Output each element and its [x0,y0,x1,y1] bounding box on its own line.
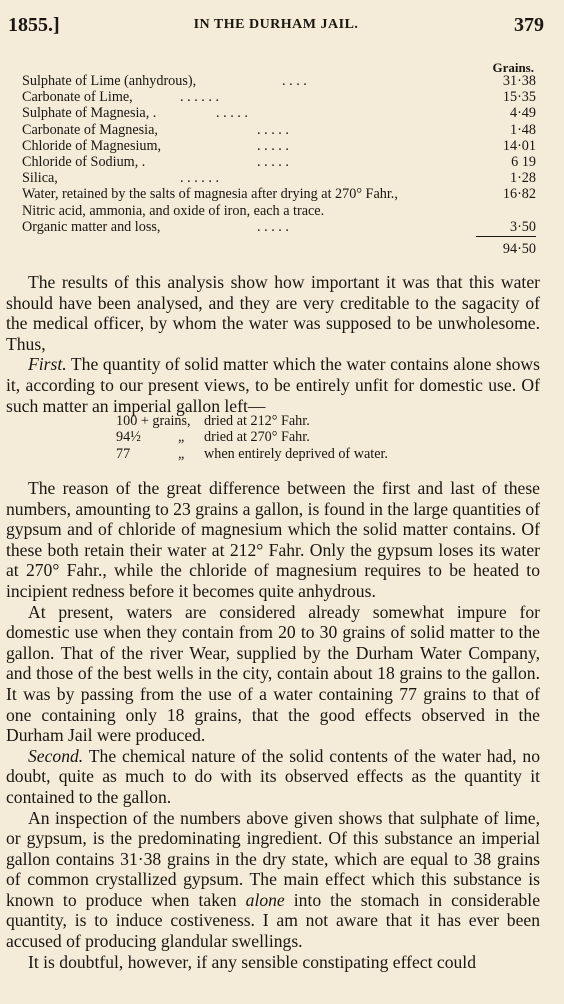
row-label: Silica, [22,170,58,187]
paragraph-text: The quantity of solid matter which the water contains alone shows it, according to our present views, to be entirely unfit for domestic use. Of such matter an imperial gallon left— [6,354,540,416]
row-label: Sulphate of Lime (anhydrous), [22,73,197,89]
paragraph-doubtful: It is doubtful, however, if any sensible constipating effect could [28,951,476,972]
residue-description: dried at 270° Fahr. [204,429,310,446]
running-header [8,14,544,38]
row-label: Organic matter and loss, [22,218,161,235]
row-leader: . . . . . [257,153,289,170]
page-number: 379 [514,14,544,36]
row-leader: . . . . . [216,105,248,122]
row-leader: . . . . . [257,218,289,235]
row-leader: . . . . . . [180,170,220,187]
table-row [22,73,536,89]
paragraph-inspection [6,808,540,952]
paragraph-second [6,746,540,808]
units-label: Grains. [492,60,534,75]
paragraph-text: The chemical nature of the solid contents of the water had, no doubt, quite as much to do with its observed effects as the quantity it contained to the gallon. [6,745,540,807]
paragraph-lead: First. [28,354,67,375]
row-value: 16·82 [502,186,536,203]
table-row [22,154,536,170]
row-label: Nitric acid, ammonia, and oxide of iron, each a trace. [22,202,325,219]
paragraph-first [6,354,540,416]
ditto-mark: „ [178,445,185,462]
row-value: 6 19 [511,153,536,170]
row-value: 14·01 [502,137,536,154]
row-label: Chloride of Sodium, . [22,153,146,170]
paragraph-lead: Second. [28,745,84,766]
table-row [22,89,536,105]
residue-amount: 77 [116,445,131,462]
row-label: Sulphate of Magnesia, . [22,105,157,122]
row-leader: . . . . . . [180,89,220,106]
ditto-mark: „ [178,429,185,446]
row-leader: . . . . [282,73,307,89]
table-total: 94·50 [502,241,536,257]
sum-rule [476,236,536,237]
emphasis-alone: alone [245,889,285,910]
row-leader: . . . . . [257,137,289,154]
paragraph-results: The results of this analysis show how important it was that this water should have been analysed, and they are very creditable to the sagacity of the medical officer, by whom the water was supposed to be unwholesome. Thus, [6,272,540,354]
row-value: 15·35 [502,89,536,106]
header-year: 1855.] [8,14,60,36]
paragraph-text: An inspection of the numbers above given shows that sulphate of lime, or gypsum, is the predominating ingredient. Of this substance an imperial gallon contains 31·38 grains in the dry state, which are equal to 38 grains of common crystallized gypsum. The main effect which this substance is known to produce when taken [6,807,540,910]
row-value: 3·50 [509,218,536,235]
table-row [22,122,536,138]
table-row [22,105,536,121]
row-label: Carbonate of Lime, [22,89,133,106]
row-value: 31·38 [502,73,536,89]
paragraph-group-2 [6,478,540,972]
residue-description: when entirely deprived of water. [204,445,388,462]
table-row [22,138,536,154]
residue-amount: 94½ [116,429,141,446]
row-leader: . . . . . [257,121,289,138]
row-label: Water, retained by the salts of magnesia after drying at 270° Fahr., [22,186,398,203]
running-title: IN THE DURHAM JAIL. [193,17,359,32]
table-row [22,219,536,235]
table-row [22,186,536,202]
table-row [22,203,536,219]
row-label: Carbonate of Magnesia, [22,121,158,138]
paragraph-at-present: At present, waters are considered already somewhat impure for domestic use when they contain from 20 to 30 grains of solid matter to the gallon. That of the river Wear, supplied by the Durham Water Company, and those of the best wells in the city, contain about 18 grains to the gallon. It was by passing from the use of a water containing 77 grains to that of one containing only 18 grains, that the good effects observed in the Durham Jail were produced. [6,601,540,746]
paragraph-reason: The reason of the great difference between the first and last of these numbers, amounting to 23 grains a gallon, is found in the large quantities of gypsum and of chloride of magnesium which the solid matter contains. Of these both retain their water at 212° Fahr. Only the gypsum loses its water at 270° Fahr., while the chloride of magnesium requires to be heated to incipient redness before it becomes quite anhydrous. [6,478,540,601]
row-value: 1·48 [509,121,536,138]
row-value: 4·49 [509,105,536,122]
residue-description: dried at 212° Fahr. [204,413,310,429]
row-label: Chloride of Magnesium, [22,137,162,154]
table-row [22,170,536,186]
paragraph-group-1 [6,272,540,416]
row-value: 1·28 [509,170,536,187]
paragraph-text: into the stomach in considerable quantity, is to induce costiveness. I am not aware that it has ever been accused of producing glandular swellings. [6,889,540,952]
analysis-rows [22,73,536,235]
residue-amount: 100 + grains, [116,413,191,429]
